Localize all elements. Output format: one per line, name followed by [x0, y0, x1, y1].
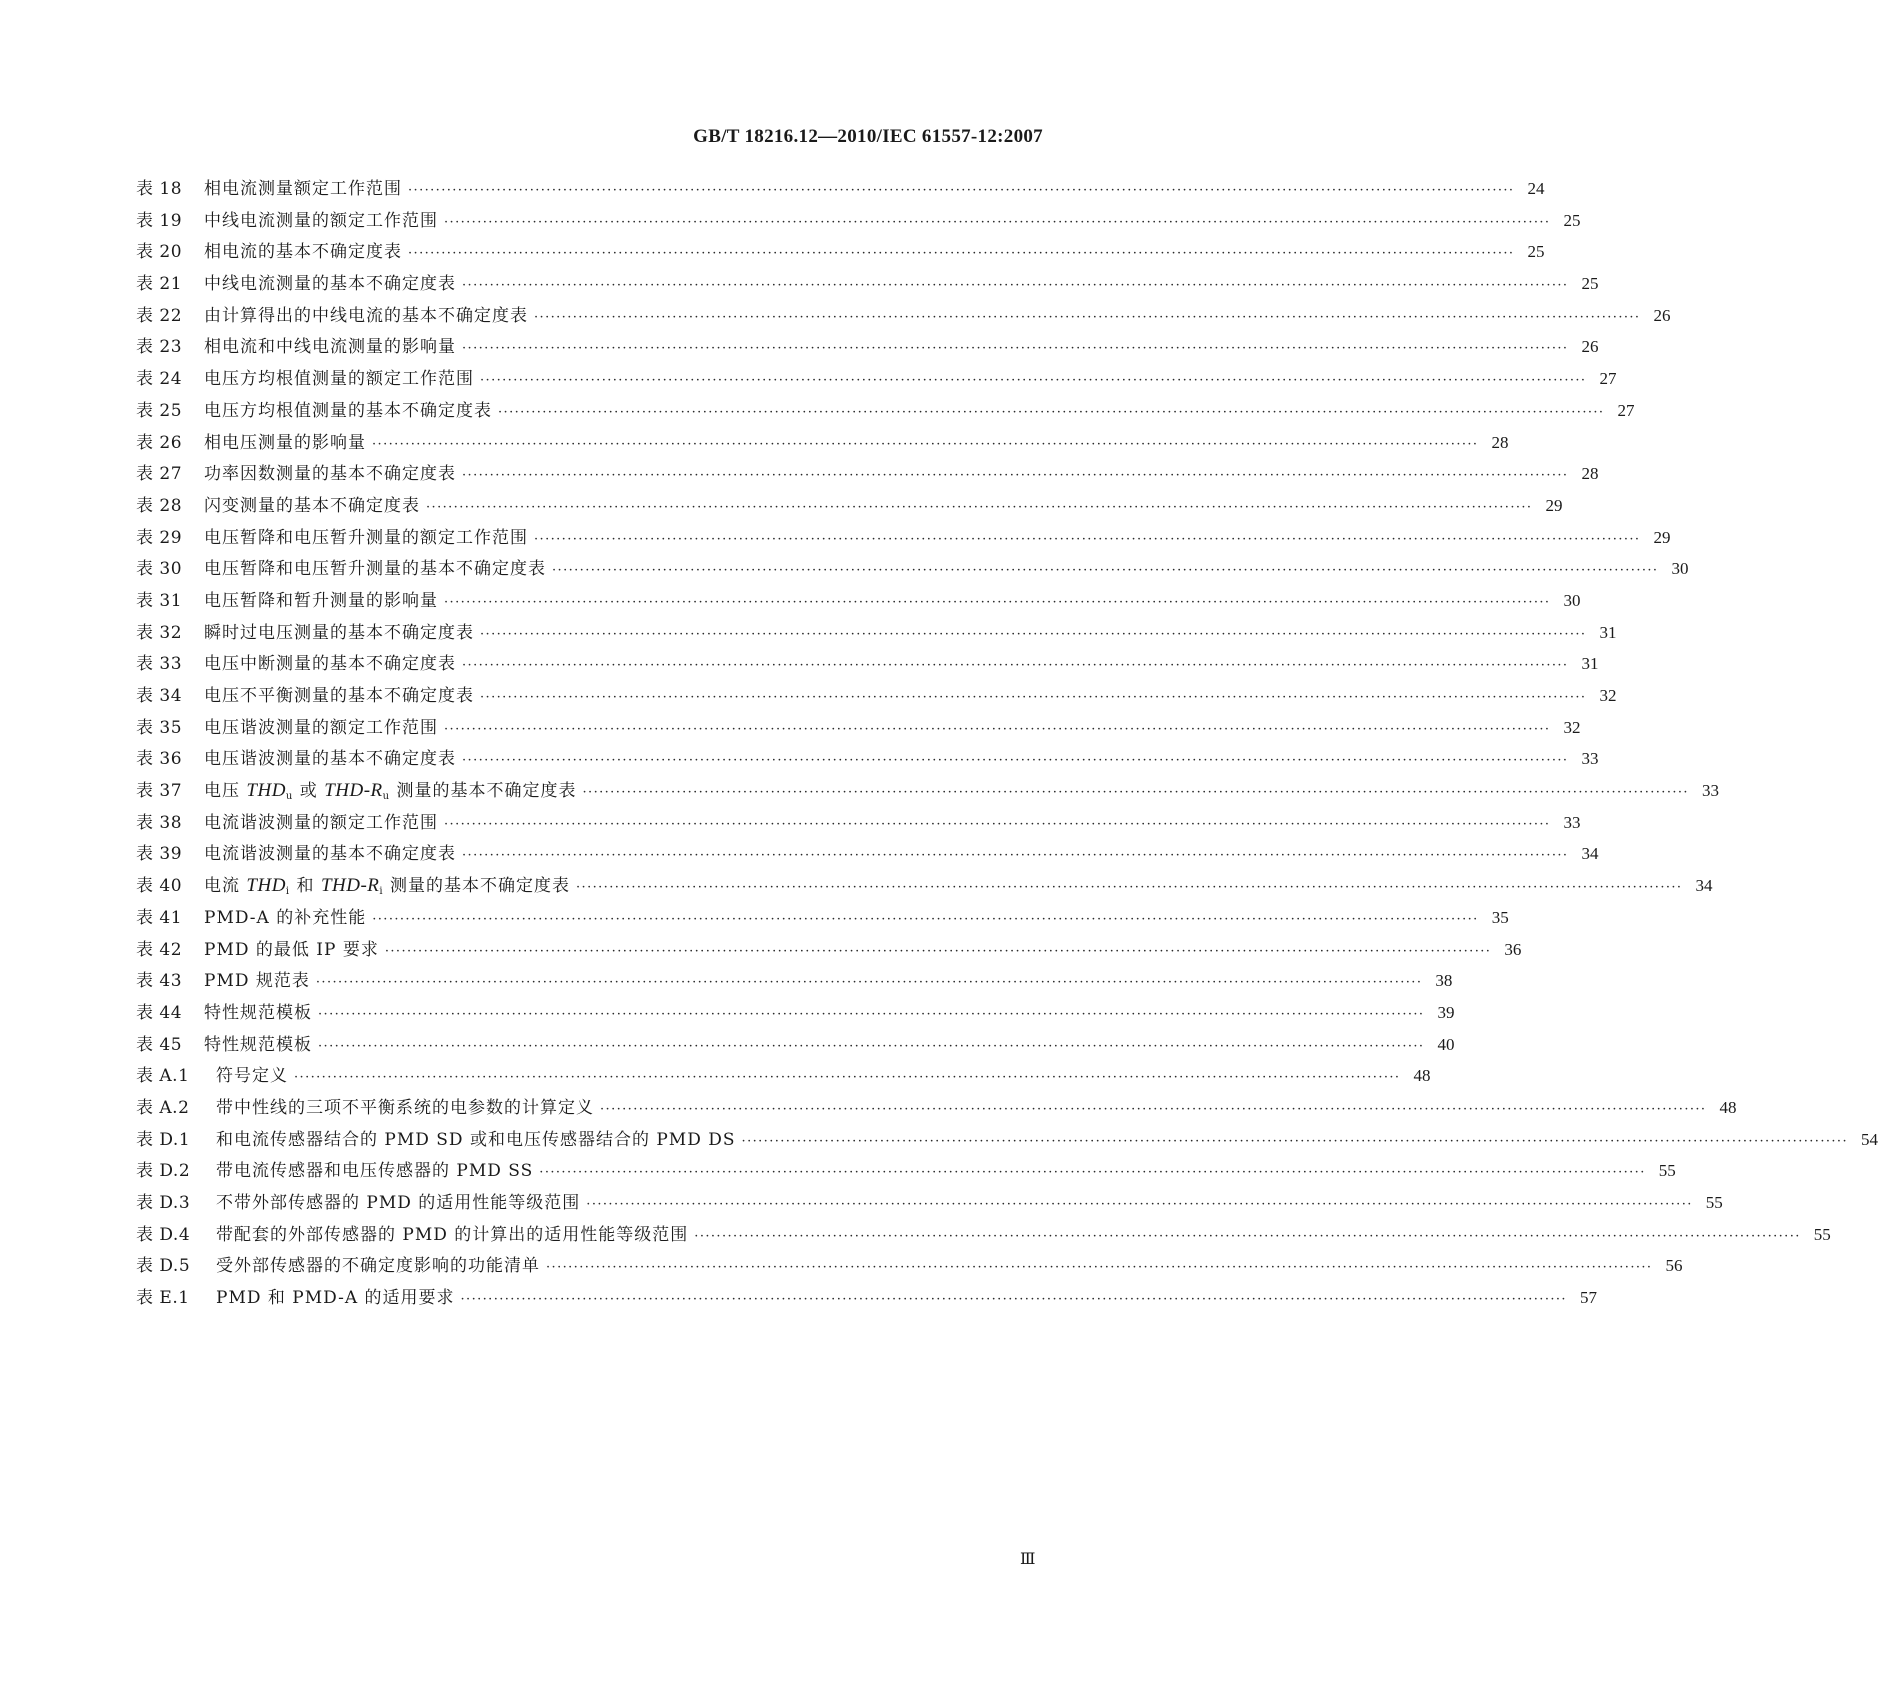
toc-entry[interactable] — [136, 1002, 1455, 1035]
toc-leader-dots: ········································································································································································································ — [408, 183, 1515, 198]
toc-leader-dots: ········································································································································································································ — [534, 309, 1641, 325]
title-subscript: i — [379, 886, 384, 898]
toc-entry[interactable] — [136, 875, 1713, 908]
toc-entry[interactable] — [136, 369, 1617, 401]
toc-entry-label: 表 36 — [136, 749, 183, 770]
toc-entry-title: 特性规范模板 — [204, 1034, 312, 1055]
toc-entry[interactable] — [136, 179, 1545, 211]
toc-entry[interactable] — [136, 780, 1719, 813]
toc-entry[interactable] — [136, 400, 1635, 433]
title-variable: THD-R — [324, 780, 383, 802]
toc-entry-label: 表 E.1 — [136, 1288, 190, 1309]
toc-leader-dots: ········································································································································································································ — [318, 1006, 1425, 1022]
toc-leader-dots: ········································································································································································································ — [384, 943, 1492, 959]
toc-entry-title: 特性规范模板 — [204, 1002, 312, 1023]
toc-entry-title: 电压暂降和暂升测量的影响量 — [204, 590, 438, 611]
toc-entry-page: 33 — [1581, 749, 1599, 769]
toc-leader-dots: ········································································································································································································ — [408, 246, 1515, 262]
title-variable: THD-R — [320, 875, 380, 897]
toc-entry-title: 电流谐波测量的额定工作范围 — [204, 812, 438, 833]
toc-leader-dots: ········································································································································································································ — [462, 341, 1569, 357]
toc-leader-dots: ········································································································································································································ — [600, 1101, 1707, 1117]
toc-entry-label: 表 A.2 — [136, 1097, 190, 1118]
toc-entry[interactable] — [136, 717, 1581, 750]
toc-entry-page: 25 — [1581, 274, 1599, 294]
toc-entry-label: 表 24 — [136, 369, 183, 390]
toc-leader-dots: ········································································································································································································ — [444, 594, 1551, 610]
standard-code-header: GB/T 18216.12—2010/IEC 61557-12:2007 — [693, 126, 1043, 147]
toc-entry-label: 表 45 — [136, 1034, 183, 1055]
toc-entry-page: 32 — [1563, 717, 1581, 737]
toc-entry-page: 34 — [1695, 876, 1713, 896]
toc-entry-page: 55 — [1705, 1193, 1723, 1212]
toc-entry[interactable] — [136, 305, 1671, 338]
toc-entry-label: 表 43 — [136, 971, 183, 992]
toc-entry-title: 中线电流测量的额定工作范围 — [204, 210, 438, 231]
toc-entry-page: 39 — [1437, 1002, 1455, 1022]
title-variable: THD — [246, 780, 286, 802]
toc-entry-label: 表 20 — [136, 242, 183, 263]
toc-entry-label: 表 D.1 — [136, 1129, 191, 1150]
toc-entry-page: 25 — [1563, 210, 1581, 230]
toc-entry-title: 带中性线的三项不平衡系统的电参数的计算定义 — [216, 1097, 594, 1118]
toc-entry-page: 33 — [1563, 812, 1581, 832]
toc-leader-dots: ········································································································································································································ — [315, 975, 1423, 991]
toc-entry-title: 电压方均根值测量的额定工作范围 — [204, 369, 474, 390]
toc-leader-dots: ········································································································································································································ — [539, 1165, 1646, 1181]
toc-leader-dots: ········································································································································································································ — [372, 436, 1479, 452]
toc-entry[interactable] — [136, 559, 1689, 591]
toc-entry-page: 56 — [1665, 1256, 1683, 1276]
toc-entry-label: 表 18 — [136, 179, 183, 199]
toc-leader-dots: ········································································································································································································ — [546, 1260, 1653, 1276]
toc-entry[interactable] — [136, 432, 1509, 465]
toc-entry[interactable] — [136, 337, 1599, 369]
toc-entry-page: 31 — [1599, 622, 1617, 642]
toc-entry[interactable] — [136, 749, 1599, 781]
toc-entry-page: 25 — [1527, 242, 1545, 262]
toc-leader-dots: ········································································································································································································ — [694, 1228, 1801, 1244]
toc-entry-title: 电压谐波测量的基本不确定度表 — [204, 749, 456, 770]
toc-entry-label: 表 42 — [136, 939, 183, 960]
title-text: 测量的基本不确定度表 — [390, 781, 577, 802]
toc-entry-title: 电压方均根值测量的基本不确定度表 — [204, 400, 492, 421]
toc-leader-dots: ········································································································································································································ — [444, 816, 1551, 832]
toc-entry-title: PMD 的最低 IP 要求 — [204, 939, 379, 960]
toc-entry-page: 30 — [1671, 559, 1689, 579]
toc-entry[interactable] — [136, 1224, 1831, 1257]
toc-entry-page: 48 — [1719, 1097, 1737, 1117]
toc-entry[interactable] — [136, 527, 1671, 560]
toc-entry-title: 符号定义 — [216, 1066, 288, 1087]
toc-entry-label: 表 40 — [136, 876, 183, 897]
toc-leader-dots: ········································································································································································································ — [576, 880, 1683, 896]
toc-leader-dots: ········································································································································································································ — [462, 753, 1569, 769]
toc-entry-title: 带配套的外部传感器的 PMD 的计算出的适用性能等级范围 — [216, 1224, 689, 1245]
toc-entry-title — [204, 876, 576, 902]
toc-entry[interactable] — [136, 971, 1453, 1003]
toc-entry-label: 表 19 — [136, 210, 183, 231]
toc-entry-page: 31 — [1581, 654, 1599, 674]
toc-entry-label: 表 26 — [136, 432, 183, 453]
toc-entry-page: 26 — [1653, 305, 1671, 325]
toc-entry-label: 表 22 — [136, 305, 183, 326]
toc-leader-dots: ········································································································································································································ — [318, 1038, 1425, 1054]
table-of-contents — [136, 179, 1878, 1320]
toc-entry-label: 表 23 — [136, 337, 183, 358]
toc-entry-label: 表 D.4 — [136, 1224, 191, 1245]
toc-leader-dots: ········································································································································································································ — [741, 1133, 1848, 1149]
toc-entry[interactable] — [136, 242, 1545, 274]
toc-entry[interactable] — [136, 590, 1581, 623]
toc-entry-title: PMD 规范表 — [204, 971, 310, 992]
title-text: 或 — [293, 781, 325, 802]
toc-entry-title: PMD 和 PMD-A 的适用要求 — [216, 1288, 455, 1309]
toc-entry[interactable] — [136, 274, 1599, 306]
toc-leader-dots: ········································································································································································································ — [480, 690, 1587, 705]
toc-leader-dots: ········································································································································································································ — [444, 214, 1551, 230]
toc-entry-page: 29 — [1545, 495, 1563, 515]
toc-entry-label: 表 28 — [136, 495, 183, 516]
page-number: Ⅲ — [1020, 1551, 1036, 1568]
toc-entry-label: 表 38 — [136, 812, 183, 833]
toc-entry-label: 表 29 — [136, 527, 183, 548]
toc-entry-label: 表 D.3 — [136, 1193, 191, 1213]
toc-entry[interactable] — [136, 654, 1599, 686]
toc-entry[interactable] — [136, 622, 1617, 655]
toc-entry-title — [204, 781, 583, 807]
toc-leader-dots: ········································································································································································································ — [426, 499, 1533, 515]
toc-entry-label: 表 33 — [136, 654, 183, 675]
toc-leader-dots: ········································································································································································································ — [586, 1197, 1693, 1212]
toc-leader-dots: ········································································································································································································ — [460, 1292, 1567, 1308]
toc-entry-label: 表 41 — [136, 907, 183, 928]
toc-entry[interactable] — [136, 210, 1581, 243]
toc-entry-title: 电压中断测量的基本不确定度表 — [204, 654, 456, 675]
toc-entry-label: 表 25 — [136, 400, 183, 421]
toc-entry-title: 电压不平衡测量的基本不确定度表 — [204, 686, 474, 706]
toc-entry-page: 29 — [1653, 527, 1671, 547]
toc-leader-dots: ········································································································································································································ — [552, 563, 1659, 579]
toc-entry-page: 32 — [1599, 686, 1617, 705]
toc-entry-title: PMD-A 的补充性能 — [204, 907, 367, 928]
toc-entry-title: 电流谐波测量的基本不确定度表 — [204, 844, 456, 865]
toc-entry-title: 相电流测量额定工作范围 — [204, 179, 402, 199]
toc-entry-title: 闪变测量的基本不确定度表 — [204, 495, 420, 516]
toc-leader-dots: ········································································································································································································ — [462, 658, 1569, 674]
toc-entry-page: 38 — [1435, 971, 1453, 991]
toc-entry-title: 中线电流测量的基本不确定度表 — [204, 274, 456, 295]
toc-entry-title: 由计算得出的中线电流的基本不确定度表 — [204, 305, 528, 326]
toc-entry-label: 表 32 — [136, 622, 183, 643]
toc-entry[interactable] — [136, 1097, 1737, 1130]
toc-leader-dots: ········································································································································································································ — [462, 848, 1569, 864]
toc-entry-page: 57 — [1579, 1288, 1597, 1308]
toc-entry[interactable] — [136, 1193, 1723, 1225]
toc-entry-page: 55 — [1813, 1224, 1831, 1244]
toc-entry-title: 电压谐波测量的额定工作范围 — [204, 717, 438, 738]
title-text: 测量的基本不确定度表 — [383, 876, 570, 897]
toc-entry-page: 48 — [1413, 1066, 1431, 1086]
toc-entry-label: 表 21 — [136, 274, 183, 295]
toc-entry-label: 表 30 — [136, 559, 183, 580]
toc-entry-page: 40 — [1437, 1034, 1455, 1054]
toc-entry[interactable] — [136, 844, 1599, 876]
toc-entry-page: 27 — [1599, 369, 1617, 389]
toc-entry-title: 功率因数测量的基本不确定度表 — [204, 464, 456, 485]
toc-entry-label: 表 35 — [136, 717, 183, 738]
toc-entry-label: 表 27 — [136, 464, 183, 485]
toc-entry-title: 受外部传感器的不确定度影响的功能清单 — [216, 1256, 540, 1277]
title-subscript: u — [382, 791, 391, 803]
toc-leader-dots: ········································································································································································································ — [480, 373, 1587, 389]
toc-entry[interactable] — [136, 464, 1599, 496]
toc-entry-page: 54 — [1861, 1129, 1878, 1149]
toc-leader-dots: ········································································································································································································ — [582, 785, 1689, 801]
toc-entry-page: 34 — [1581, 844, 1599, 864]
toc-entry-page: 35 — [1491, 907, 1509, 927]
toc-entry-label: 表 34 — [136, 686, 183, 706]
title-subscript: u — [285, 791, 294, 803]
toc-entry[interactable] — [136, 1129, 1878, 1162]
title-variable: THD — [246, 875, 286, 897]
title-text: 电流 — [204, 876, 247, 897]
toc-entry[interactable] — [136, 1034, 1455, 1067]
toc-leader-dots: ········································································································································································································ — [498, 404, 1605, 420]
toc-entry[interactable] — [136, 907, 1509, 940]
toc-entry-page: 28 — [1491, 432, 1509, 452]
toc-entry[interactable] — [136, 939, 1522, 972]
toc-leader-dots: ········································································································································································································ — [462, 278, 1569, 294]
toc-entry[interactable] — [136, 1161, 1676, 1193]
title-text: 电压 — [204, 781, 247, 802]
toc-entry-label: 表 39 — [136, 844, 183, 865]
toc-entry[interactable] — [136, 495, 1563, 528]
toc-entry-page: 27 — [1617, 400, 1635, 420]
toc-entry-label: 表 D.2 — [136, 1161, 191, 1182]
toc-entry-title: 瞬时过电压测量的基本不确定度表 — [204, 622, 474, 643]
toc-entry-title: 电压暂降和电压暂升测量的基本不确定度表 — [204, 559, 546, 580]
toc-entry-label: 表 31 — [136, 590, 183, 611]
title-subscript: i — [285, 886, 291, 898]
toc-entry-page: 55 — [1658, 1161, 1676, 1181]
toc-entry-label: 表 44 — [136, 1002, 183, 1023]
toc-entry-page: 30 — [1563, 590, 1581, 610]
toc-entry-page: 33 — [1701, 781, 1719, 801]
toc-entry-title: 和电流传感器结合的 PMD SD 或和电压传感器结合的 PMD DS — [216, 1129, 736, 1150]
toc-entry-page: 36 — [1504, 939, 1522, 959]
toc-entry[interactable] — [136, 686, 1617, 718]
toc-entry-label: 表 A.1 — [136, 1066, 190, 1087]
toc-entry[interactable] — [136, 1066, 1431, 1098]
toc-entry-title: 相电流和中线电流测量的影响量 — [204, 337, 456, 358]
toc-entry-title: 相电流的基本不确定度表 — [204, 242, 402, 263]
toc-entry-page: 28 — [1581, 464, 1599, 484]
toc-leader-dots: ········································································································································································································ — [444, 721, 1551, 737]
toc-entry[interactable] — [136, 1256, 1683, 1288]
toc-leader-dots: ········································································································································································································ — [372, 911, 1479, 927]
toc-entry-title: 不带外部传感器的 PMD 的适用性能等级范围 — [216, 1193, 581, 1213]
toc-entry-title: 电压暂降和电压暂升测量的额定工作范围 — [204, 527, 528, 548]
toc-leader-dots: ········································································································································································································ — [462, 468, 1569, 484]
toc-entry-page: 24 — [1527, 179, 1545, 198]
toc-entry-title: 相电压测量的影响量 — [204, 432, 366, 453]
toc-entry-title: 带电流传感器和电压传感器的 PMD SS — [216, 1161, 534, 1182]
toc-entry-label: 表 37 — [136, 781, 183, 802]
title-text: 和 — [290, 876, 321, 897]
toc-entry[interactable] — [136, 1288, 1597, 1320]
toc-entry[interactable] — [136, 812, 1581, 845]
toc-leader-dots: ········································································································································································································ — [294, 1070, 1401, 1086]
toc-entry-page: 26 — [1581, 337, 1599, 357]
toc-leader-dots: ········································································································································································································ — [480, 626, 1587, 642]
toc-leader-dots: ········································································································································································································ — [534, 531, 1641, 547]
toc-entry-label: 表 D.5 — [136, 1256, 191, 1277]
